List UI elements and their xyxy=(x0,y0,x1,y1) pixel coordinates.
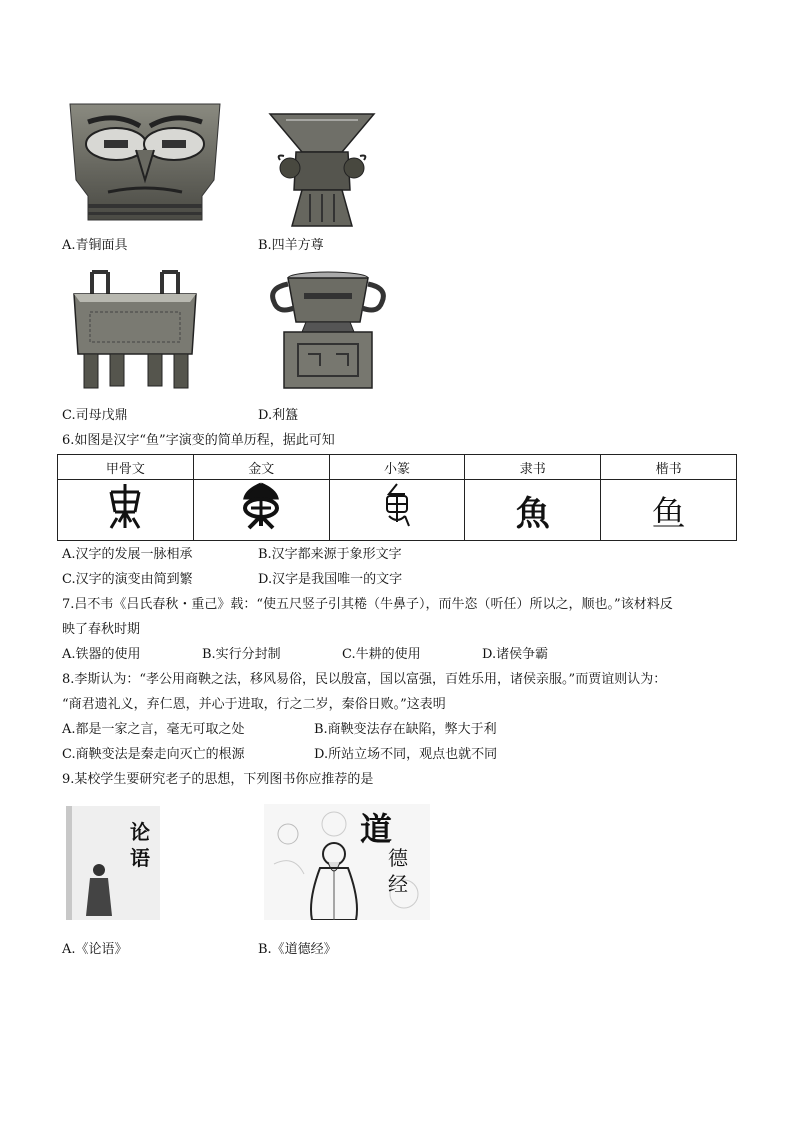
q7-option-c[interactable]: C.牛耕的使用 xyxy=(342,647,421,662)
q8-option-c[interactable]: C.商鞅变法是秦走向灭亡的根源 xyxy=(62,747,245,762)
header-small-seal: 小篆 xyxy=(329,455,465,480)
laozi-figure-icon xyxy=(304,840,364,920)
glyph-regular-script: 鱼 xyxy=(601,480,737,541)
q9-option-a-label[interactable]: A.《论语》 xyxy=(62,942,128,957)
cover-title-char-de: 德 xyxy=(388,846,408,870)
analects-book-cover xyxy=(66,806,160,920)
q5-option-a-label: A.青铜面具 xyxy=(62,238,128,253)
q7-option-a[interactable]: A.铁器的使用 xyxy=(62,647,141,662)
glyph-clerical-script: 魚 xyxy=(465,480,601,541)
cover-title-char-jing: 经 xyxy=(388,872,408,896)
tao-te-ching-book-cover xyxy=(264,804,430,920)
four-ram-zun-image xyxy=(266,110,378,230)
confucius-figure-icon xyxy=(84,862,114,918)
cover-title-char-dao: 道 xyxy=(360,810,393,848)
cover-title-char-2: 语 xyxy=(130,846,150,870)
q7-stem-line2: 映了春秋时期 xyxy=(62,622,141,637)
q6-option-a[interactable]: A.汉字的发展一脉相承 xyxy=(62,547,193,562)
li-gui-image xyxy=(264,268,392,392)
glyph-bronze-script xyxy=(193,480,329,541)
cover-title-char-1: 论 xyxy=(130,820,150,844)
q6-stem: 6.如图是汉字“鱼”字演变的简单历程，据此可知 xyxy=(62,433,335,448)
q5-option-d-label: D.利簋 xyxy=(258,408,299,423)
q7-option-d[interactable]: D.诸侯争霸 xyxy=(482,647,549,662)
q9-option-b-label[interactable]: B.《道德经》 xyxy=(258,942,337,957)
header-oracle-bone: 甲骨文 xyxy=(58,455,194,480)
q7-stem-line1: 7.吕不韦《吕氏春秋・重己》载：“使五尺竖子引其棬（牛鼻子），而牛恣（听任）所以之，顺也。”该材料反 xyxy=(62,597,673,612)
q8-stem-line2: “商君遗礼义，弃仁恩，并心于进取，行之二岁，秦俗日败。”这表明 xyxy=(62,697,446,712)
q8-option-a[interactable]: A.都是一家之言，毫无可取之处 xyxy=(62,722,245,737)
q8-option-b[interactable]: B.商鞅变法存在缺陷，弊大于利 xyxy=(314,722,497,737)
four-ram-zun-icon xyxy=(266,110,378,230)
bronze-mask-image xyxy=(64,100,226,228)
header-bronze-script: 金文 xyxy=(193,455,329,480)
simuwu-ding-image xyxy=(70,270,200,392)
header-regular-script: 楷书 xyxy=(601,455,737,480)
bronze-fish-glyph-icon xyxy=(237,482,285,530)
q6-option-d[interactable]: D.汉字是我国唯一的文字 xyxy=(258,572,403,587)
bronze-mask-icon xyxy=(64,100,226,228)
q9-stem: 9.某校学生要研究老子的思想，下列图书你应推荐的是 xyxy=(62,772,374,787)
q8-option-d[interactable]: D.所站立场不同，观点也就不同 xyxy=(314,747,498,762)
glyph-oracle-bone xyxy=(58,480,194,541)
q6-option-c[interactable]: C.汉字的演变由简到繁 xyxy=(62,572,193,587)
li-gui-icon xyxy=(264,268,392,392)
q8-stem-line1: 8.李斯认为：“孝公用商鞅之法，移风易俗，民以殷富，国以富强，百姓乐用，诸侯亲服。”而贾谊则认为： xyxy=(62,672,667,687)
fish-character-evolution-table xyxy=(57,454,737,541)
header-clerical-script: 隶书 xyxy=(465,455,601,480)
q6-option-b[interactable]: B.汉字都来源于象形文字 xyxy=(258,547,402,562)
q5-option-c-label: C.司母戊鼎 xyxy=(62,408,128,423)
glyph-small-seal xyxy=(329,480,465,541)
q5-option-b-label: B.四羊方尊 xyxy=(258,238,324,253)
q7-option-b[interactable]: B.实行分封制 xyxy=(202,647,281,662)
seal-fish-glyph-icon xyxy=(379,482,415,530)
cover-spine-decoration xyxy=(66,806,72,920)
simuwu-ding-icon xyxy=(70,270,200,392)
oracle-fish-glyph-icon xyxy=(105,482,145,530)
